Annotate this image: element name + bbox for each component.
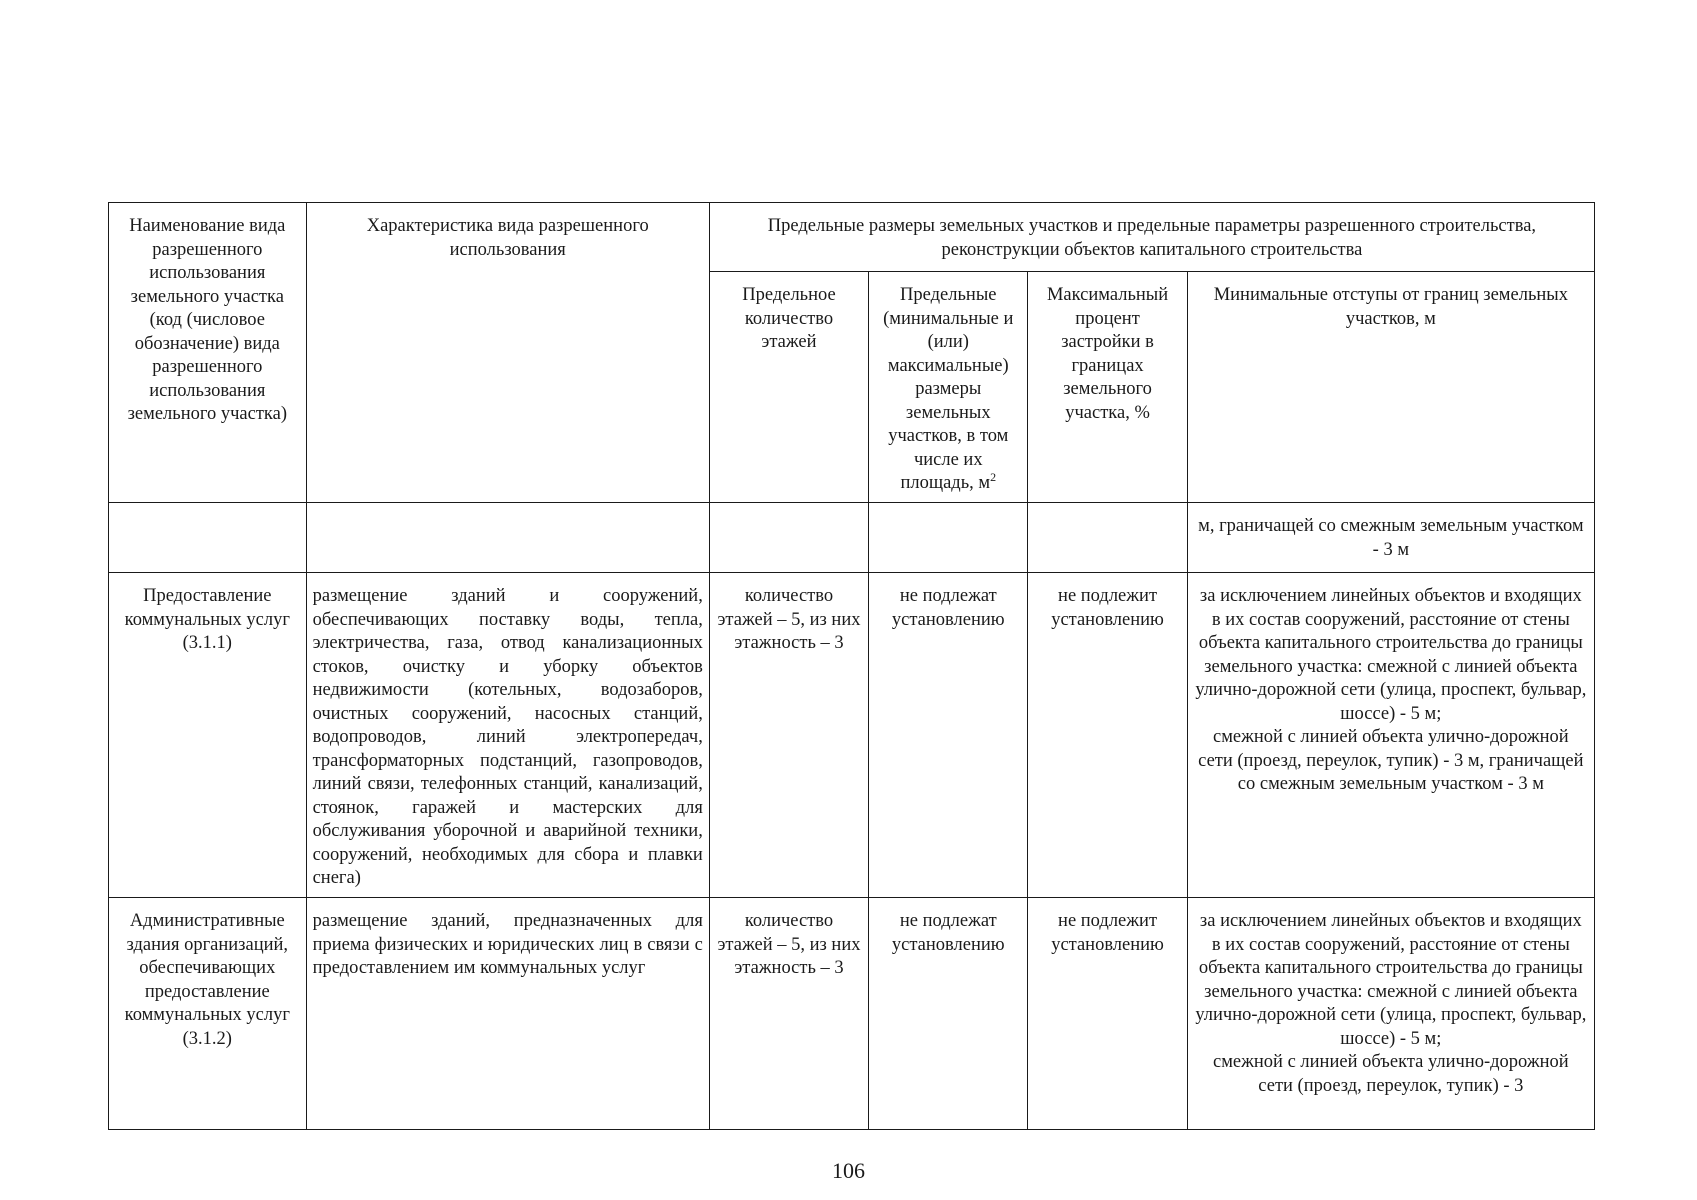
header-sizes-text: Предельные (минимальные и (или) максимальные) размеры земельных участков, в том числе их площадь, м — [883, 285, 1014, 493]
header-coverage: Максимальный процент застройки в границах земельного участка, % — [1028, 272, 1187, 503]
continuation-row — [109, 503, 1595, 573]
row-setbacks: за исключением линейных объектов и входящих в их состав сооружений, расстояние от стены объекта капитального строительства до границы земельного участка: смежной с линией объекта улично-дорожной сети (улица, проспект, бульвар, шоссе) - 5 м; смежной с линией объекта улично-дорожной сети (проезд, переулок, тупик) - 3 м, граничащей со смежным земельным участком - 3 м — [1187, 573, 1594, 898]
continuation-cell-coverage — [1028, 503, 1187, 573]
row-floors: количество этажей – 5, из них этажность – 3 — [709, 573, 868, 898]
row-name: Предоставление коммунальных услуг (3.1.1) — [109, 573, 307, 898]
header-name: Наименование вида разрешенного использования земельного участка (код (числовое обозначение) вида разрешенного использования земельного участка) — [109, 203, 307, 503]
header-setbacks: Минимальные отступы от границ земельных участков, м — [1187, 272, 1594, 503]
header-sizes — [869, 272, 1028, 503]
continuation-cell-setbacks: м, граничащей со смежным земельным участком - 3 м — [1187, 503, 1594, 573]
table-row — [109, 573, 1595, 898]
row-coverage: не подлежит установлению — [1028, 898, 1187, 1130]
page-number: 106 — [832, 1158, 865, 1183]
continuation-cell-floors — [709, 503, 868, 573]
row-name: Административные здания организаций, обеспечивающих предоставление коммунальных услуг (3.1.2) — [109, 898, 307, 1130]
regulations-table — [108, 202, 1595, 1130]
row-floors: количество этажей – 5, из них этажность – 3 — [709, 898, 868, 1130]
row-sizes: не подлежат установлению — [869, 898, 1028, 1130]
header-floors: Предельное количество этажей — [709, 272, 868, 503]
continuation-cell-characteristic — [306, 503, 709, 573]
row-characteristic: размещение зданий, предназначенных для приема физических и юридических лиц в связи с предоставлением им коммунальных услуг — [306, 898, 709, 1130]
table-row — [109, 898, 1595, 1130]
header-sizes-superscript: 2 — [990, 469, 997, 484]
continuation-cell-name — [109, 503, 307, 573]
header-limits-group: Предельные размеры земельных участков и предельные параметры разрешенного строительства, реконструкции объектов капитального строительства — [709, 203, 1594, 272]
row-sizes: не подлежат установлению — [869, 573, 1028, 898]
row-setbacks: за исключением линейных объектов и входящих в их состав сооружений, расстояние от стены объекта капитального строительства до границы земельного участка: смежной с линией объекта улично-дорожной сети (улица, проспект, бульвар, шоссе) - 5 м; смежной с линией объекта улично-дорожной сети (проезд, переулок, тупик) - 3 — [1187, 898, 1594, 1130]
row-characteristic: размещение зданий и сооружений, обеспечивающих поставку воды, тепла, электричества, газа, отвод канализационных стоков, очистку и уборку объектов недвижимости (котельных, водозаборов, очистных сооружений, насосных станций, водопроводов, линий электропередач, трансформаторных подстанций, газопроводов, линий связи, телефонных станций, канализаций, стоянок, гаражей и мастерских для обслуживания уборочной и аварийной техники, сооружений, необходимых для сбора и плавки снега) — [306, 573, 709, 898]
row-coverage: не подлежит установлению — [1028, 573, 1187, 898]
header-characteristic: Характеристика вида разрешенного использования — [306, 203, 709, 503]
continuation-cell-sizes — [869, 503, 1028, 573]
